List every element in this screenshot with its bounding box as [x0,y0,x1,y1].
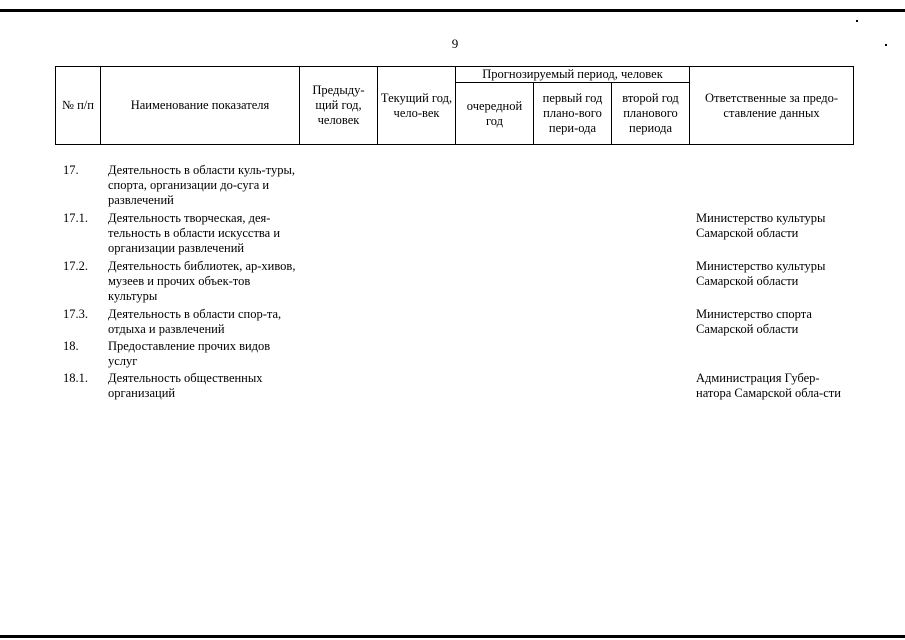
header-table [55,66,854,145]
row-number: 17.3. [63,307,88,321]
header-col-first-plan-year: первый год плано-вого пери-ода [534,83,612,145]
header-col-responsible: Ответственные за предо-ставление данных [690,67,854,145]
row-indicator-name: Деятельность творческая, дея-тельность в области искусства и организации развлечений [108,211,281,255]
bottom-border-line [0,635,905,638]
scan-speck [885,44,887,46]
header-col-previous-year: Предыду-щий год, человек [300,67,378,145]
header-col-indicator-name: Наименование показателя [101,67,300,145]
row-number: 18.1. [63,371,88,385]
row-number: 18. [63,339,79,353]
row-responsible: Министерство культуры Самарской области [696,211,826,240]
header-col-next-year: очередной год [456,83,534,145]
row-number: 17. [63,163,79,177]
top-border-line [0,9,905,12]
row-indicator-name: Деятельность в области спор-та, отдыха и развлечений [108,307,282,336]
row-responsible: Министерство культуры Самарской области [696,259,826,288]
row-indicator-name: Деятельность библиотек, ар-хивов, музеев и прочих объек-тов культуры [108,259,296,303]
row-number: 17.2. [63,259,88,273]
header-col-forecast-period: Прогнозируемый период, человек [456,67,690,83]
row-indicator-name: Предоставление прочих видов услуг [108,339,271,368]
row-number: 17.1. [63,211,88,225]
header-col-number: № п/п [56,67,101,145]
header-col-current-year: Текущий год, чело-век [378,67,456,145]
header-col-second-plan-year: второй год планового периода [612,83,690,145]
row-indicator-name: Деятельность в области куль-туры, спорта, организации до-суга и развлечений [108,163,295,207]
row-responsible: Министерство спорта Самарской области [696,307,812,336]
page-number: 9 [451,36,459,51]
scan-speck [856,20,858,22]
row-indicator-name: Деятельность общественных организаций [108,371,263,400]
row-responsible: Администрация Губер-натора Самарской обла-сти [696,371,841,400]
